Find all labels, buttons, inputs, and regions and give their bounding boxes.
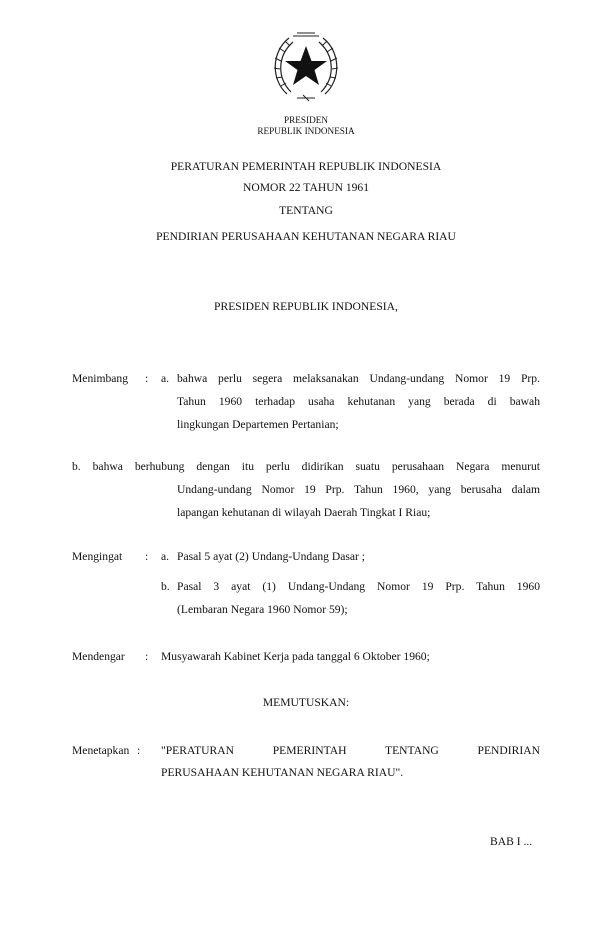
mengingat-b-marker: b.: [161, 580, 170, 593]
menimbang-a-line: Tahun 1960 terhadap usaha kehutanan yang berada di bawah: [177, 395, 540, 408]
menetapkan-colon: :: [137, 744, 141, 757]
menimbang-a-line: lingkungan Departemen Pertanian;: [177, 418, 339, 431]
title-line-3: TENTANG: [279, 204, 333, 217]
mendengar-label: Mendengar: [72, 650, 125, 663]
menimbang-colon: :: [145, 372, 149, 385]
mengingat-a-marker: a.: [161, 550, 170, 563]
mengingat-a-text: Pasal 5 ayat (2) Undang-Undang Dasar ;: [177, 550, 366, 563]
menimbang-b-line: Undang-undang Nomor 19 Prp. Tahun 1960, yang berusaha dalam: [177, 483, 540, 496]
presidential-seal-star-icon: [267, 28, 345, 106]
menimbang-a-line: bahwa perlu segera melaksanakan Undang-undang Nomor 19 Prp.: [177, 372, 540, 385]
mengingat-label: Mengingat: [72, 550, 123, 563]
next-page-indicator: BAB I ...: [490, 835, 533, 848]
menetapkan-line: PERUSAHAAN KEHUTANAN NEGARA RIAU".: [161, 766, 404, 779]
office-line-2: REPUBLIK INDONESIA: [257, 126, 355, 136]
mengingat-b-line: (Lembaran Negara 1960 Nomor 59);: [177, 603, 348, 616]
menetapkan-line: "PERATURAN PEMERINTAH TENTANG PENDIRIAN: [161, 744, 540, 757]
mengingat-colon: :: [145, 550, 149, 563]
title-line-1: PERATURAN PEMERINTAH REPUBLIK INDONESIA: [170, 160, 442, 173]
menimbang-a-marker: a.: [161, 372, 170, 385]
preamble: PRESIDEN REPUBLIK INDONESIA,: [214, 300, 398, 313]
mendengar-colon: :: [145, 650, 149, 663]
memutuskan-heading: MEMUTUSKAN:: [262, 696, 350, 709]
mengingat-b-line: Pasal 3 ayat (1) Undang-Undang Nomor 19 Prp. Tahun 1960: [177, 580, 540, 593]
office-line-1: PRESIDEN: [284, 115, 328, 125]
menetapkan-label: Menetapkan: [72, 744, 130, 757]
title-line-4: PENDIRIAN PERUSAHAAN KEHUTANAN NEGARA RIAU: [156, 230, 456, 243]
menimbang-label: Menimbang: [72, 372, 129, 385]
mendengar-text: Musyawarah Kabinet Kerja pada tanggal 6 Oktober 1960;: [161, 650, 430, 663]
menimbang-b-line: b. bahwa berhubung dengan itu perlu didirikan suatu perusahaan Negara menurut: [72, 460, 540, 473]
title-line-2: NOMOR 22 TAHUN 1961: [242, 181, 370, 194]
menimbang-b-line: lapangan kehutanan di wilayah Daerah Tingkat I Riau;: [177, 506, 431, 519]
